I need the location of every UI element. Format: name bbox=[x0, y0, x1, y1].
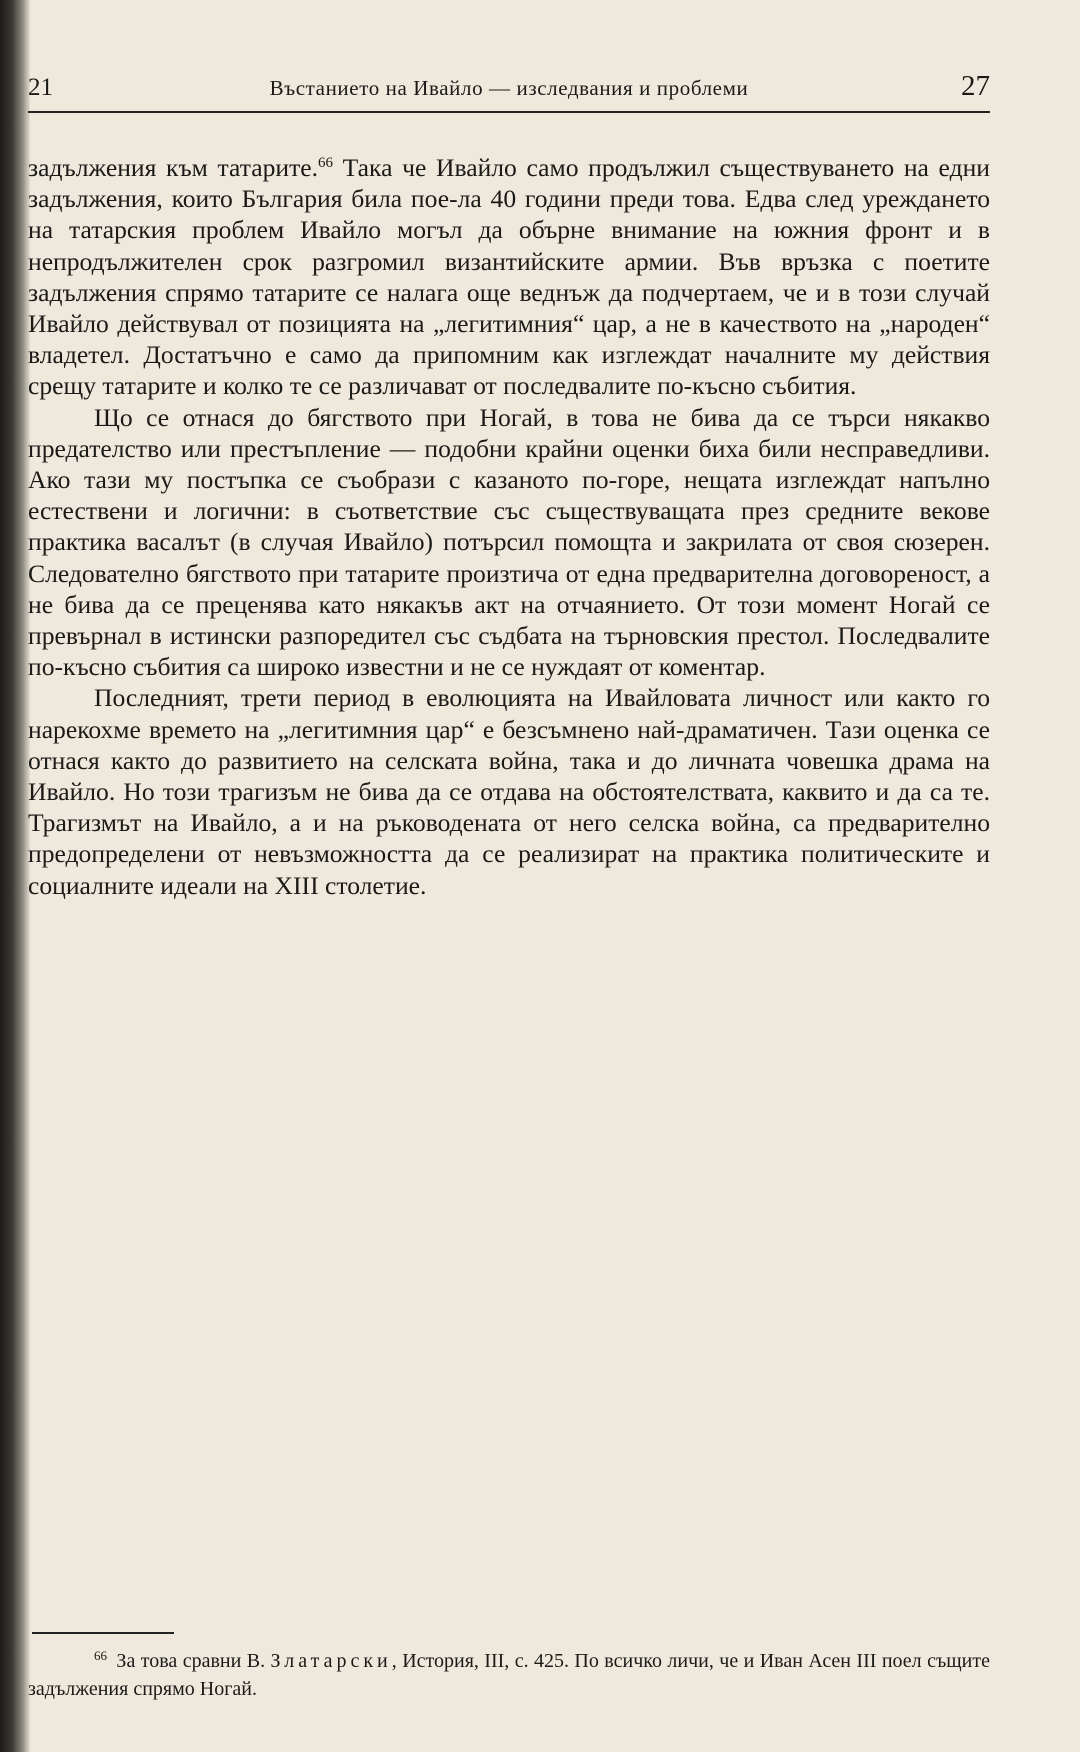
paragraph-1 bbox=[28, 152, 990, 402]
footnote-reference: 66 bbox=[318, 155, 334, 171]
header-rule bbox=[28, 111, 990, 113]
footnote-text-start: За това сравни В. bbox=[111, 1650, 271, 1672]
footnote-author: Златарски bbox=[270, 1650, 392, 1672]
footnote-number: 66 bbox=[94, 1648, 107, 1663]
running-head bbox=[28, 70, 990, 106]
chapter-number: 21 bbox=[28, 74, 53, 101]
footnote bbox=[28, 1642, 990, 1703]
paragraph-3: Последният, трети период в еволюцията на Ивайловата личност или както го нарекохме времето на „легитимния цар“ е безсъмнено най-драматичен. Тази оценка се отнася както до развитието на селската война, така и до личната човешка драма на Ивайло. Но този трагизъм не бива да се отдава на обстоятелствата, каквито и да са те. Трагизмът на Ивайло, а и на ръководената от него селска война, са предварително предопределени от невъзможността да се реализират на практика политическите и социалните идеали на XIII столетие. bbox=[28, 683, 990, 900]
paragraph-1-rest: Така че Ивайло само продължил съществуването на едни задължения, които България била пое-ла 40 години преди това. Едва след уреждането на татарския проблем Ивайло могъл да обърне внимание на южния фронт и в непродължителен срок разгромил византийските армии. Във връзка с поетите задължения спрямо татарите се налага още веднъж да подчертаем, че и в този случай Ивайло действувал от позицията на „легитимния“ цар, а не в качеството на „народен“ владетел. Достатъчно е само да припомним как изглеждат началните му действия срещу татарите и колко те се различават от последвалите по-късно събития. bbox=[28, 153, 990, 401]
paragraph-2: Що се отнася до бягството при Ногай, в това не бива да се търси някакво предателство или престъпление — подобни крайни оценки биха били несправедливи. Ако тази му постъпка се съобрази с казаното по-горе, нещата изглеждат напълно естествени и логични: в съответствие със съществуващата през средните векове практика васалът (в случая Ивайло) потърсил помощта и закрилата от своя сюзерен. Следователно бягството при татарите произтича от една предварителна договореност, а не бива да се преценява като някакъв акт на отчаянието. От този момент Ногай се превърнал в истински разпоредител със съдбата на търновския престол. Последвалите по-късно събития са широко известни и не се нуждаят от коментар. bbox=[28, 402, 990, 682]
main-text bbox=[28, 152, 990, 901]
footnote-rule bbox=[32, 1632, 174, 1634]
running-title: Въстанието на Ивайло — изследвания и проблеми bbox=[269, 76, 749, 100]
footnote-text-end: , История, III, с. 425. По всичко личи, че и Иван Асен III поел същите задължения спрямо Ногай. bbox=[28, 1650, 991, 1700]
page-number: 27 bbox=[961, 70, 990, 102]
paragraph-1-start: задължения към татарите. bbox=[28, 153, 319, 182]
